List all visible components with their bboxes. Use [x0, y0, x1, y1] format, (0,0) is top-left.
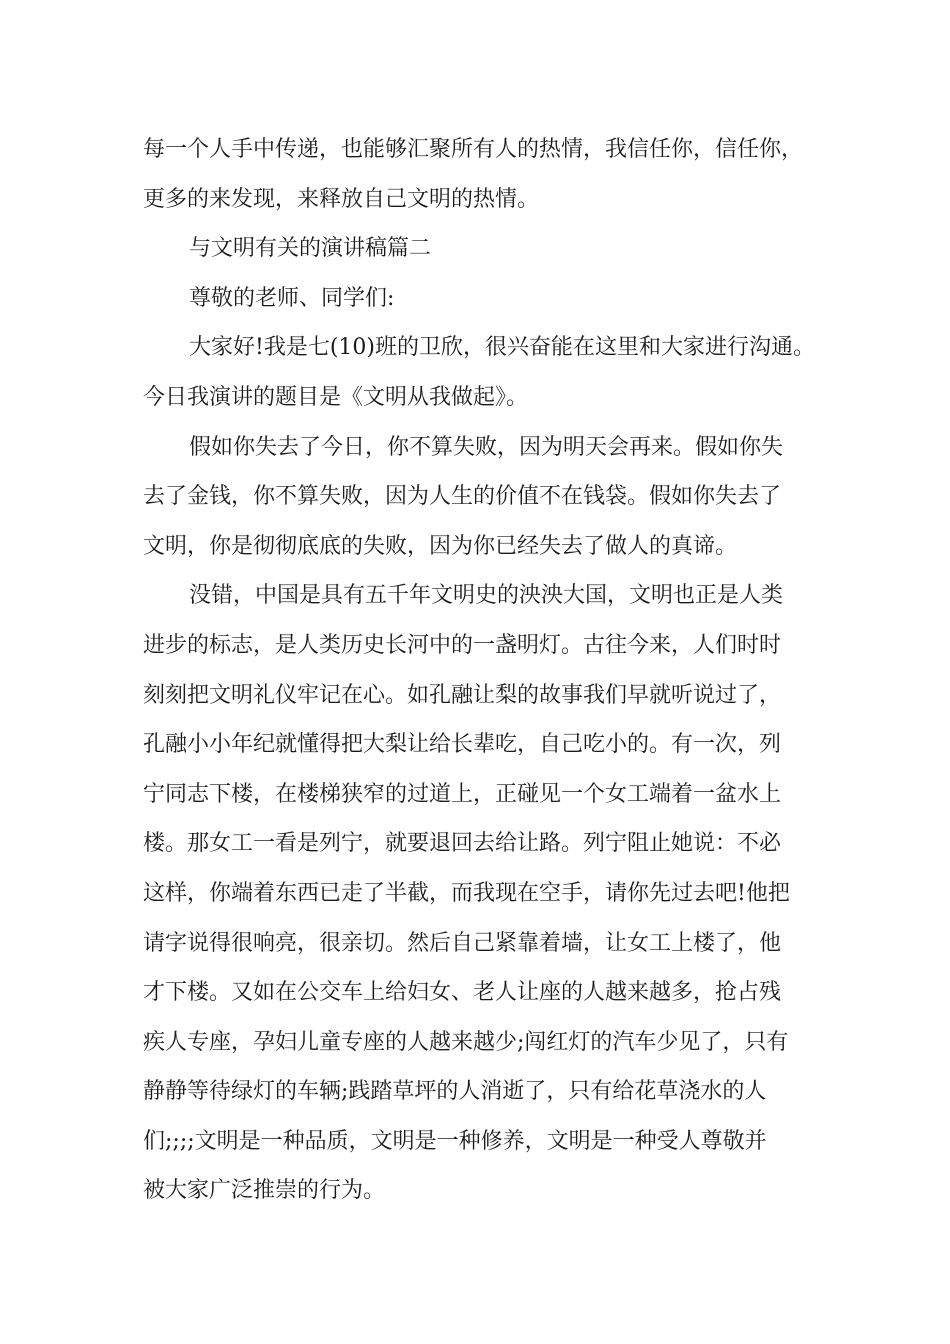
text-line-9: 文明，你是彻彻底底的失败，因为你已经失去了做人的真谛。 [143, 533, 738, 559]
text-line-8: 去了金钱，你不算失败，因为人生的价值不在钱袋。假如你失去了 [143, 484, 782, 510]
text-line-5: 大家好!我是七(10)班的卫欣，很兴奋能在这里和大家进行沟通。 [189, 335, 816, 361]
section-heading: 与文明有关的演讲稿篇二 [189, 236, 432, 262]
text-line-18: 才下楼。又如在公交车上给妇女、老人让座的人越来越多，抢占残 [143, 980, 782, 1006]
text-line-6: 今日我演讲的题目是《文明从我做起》。 [143, 384, 529, 410]
text-line-11: 进步的标志，是人类历史长河中的一盏明灯。古往今来，人们时时 [143, 632, 782, 658]
text-line-21: 们;;;;文明是一种品质，文明是一种修养，文明是一种受人尊敬并 [143, 1128, 767, 1154]
text-line-1: 每一个人手中传递，也能够汇聚所有人的热情，我信任你，信任你， [143, 137, 804, 162]
salutation: 尊敬的老师、同学们: [189, 285, 395, 311]
text-line-22: 被大家广泛推崇的行为。 [143, 1178, 386, 1204]
text-line-12: 刻刻把文明礼仪牢记在心。如孔融让梨的故事我们早就听说过了， [143, 682, 782, 708]
text-line-10: 没错，中国是具有五千年文明史的泱泱大国，文明也正是人类 [189, 583, 784, 609]
text-line-2: 更多的来发现，来释放自己文明的热情。 [143, 186, 540, 212]
text-line-19: 疾人专座，孕妇儿童专座的人越来越少;闯红灯的汽车少见了，只有 [143, 1029, 789, 1055]
text-line-15: 楼。那女工一看是列宁，就要退回去给让路。列宁阻止她说：不必 [143, 831, 782, 857]
text-line-17: 请字说得很响亮，很亲切。然后自己紧靠着墙，让女工上楼了，他 [143, 930, 782, 956]
text-line-13: 孔融小小年纪就懂得把大梨让给长辈吃，自己吃小的。有一次，列 [143, 732, 782, 758]
text-line-16: 这样，你端着东西已走了半截，而我现在空手，请你先过去吧!他把 [143, 880, 790, 906]
body-text [143, 125, 816, 1216]
text-line-14: 宁同志下楼，在楼梯狭窄的过道上，正碰见一个女工端着一盆水上 [143, 781, 782, 807]
text-line-7: 假如你失去了今日，你不算失败，因为明天会再来。假如你失 [189, 434, 784, 460]
text-line-20: 静静等待绿灯的车辆;践踏草坪的人消逝了，只有给花草浇水的人 [143, 1079, 767, 1105]
